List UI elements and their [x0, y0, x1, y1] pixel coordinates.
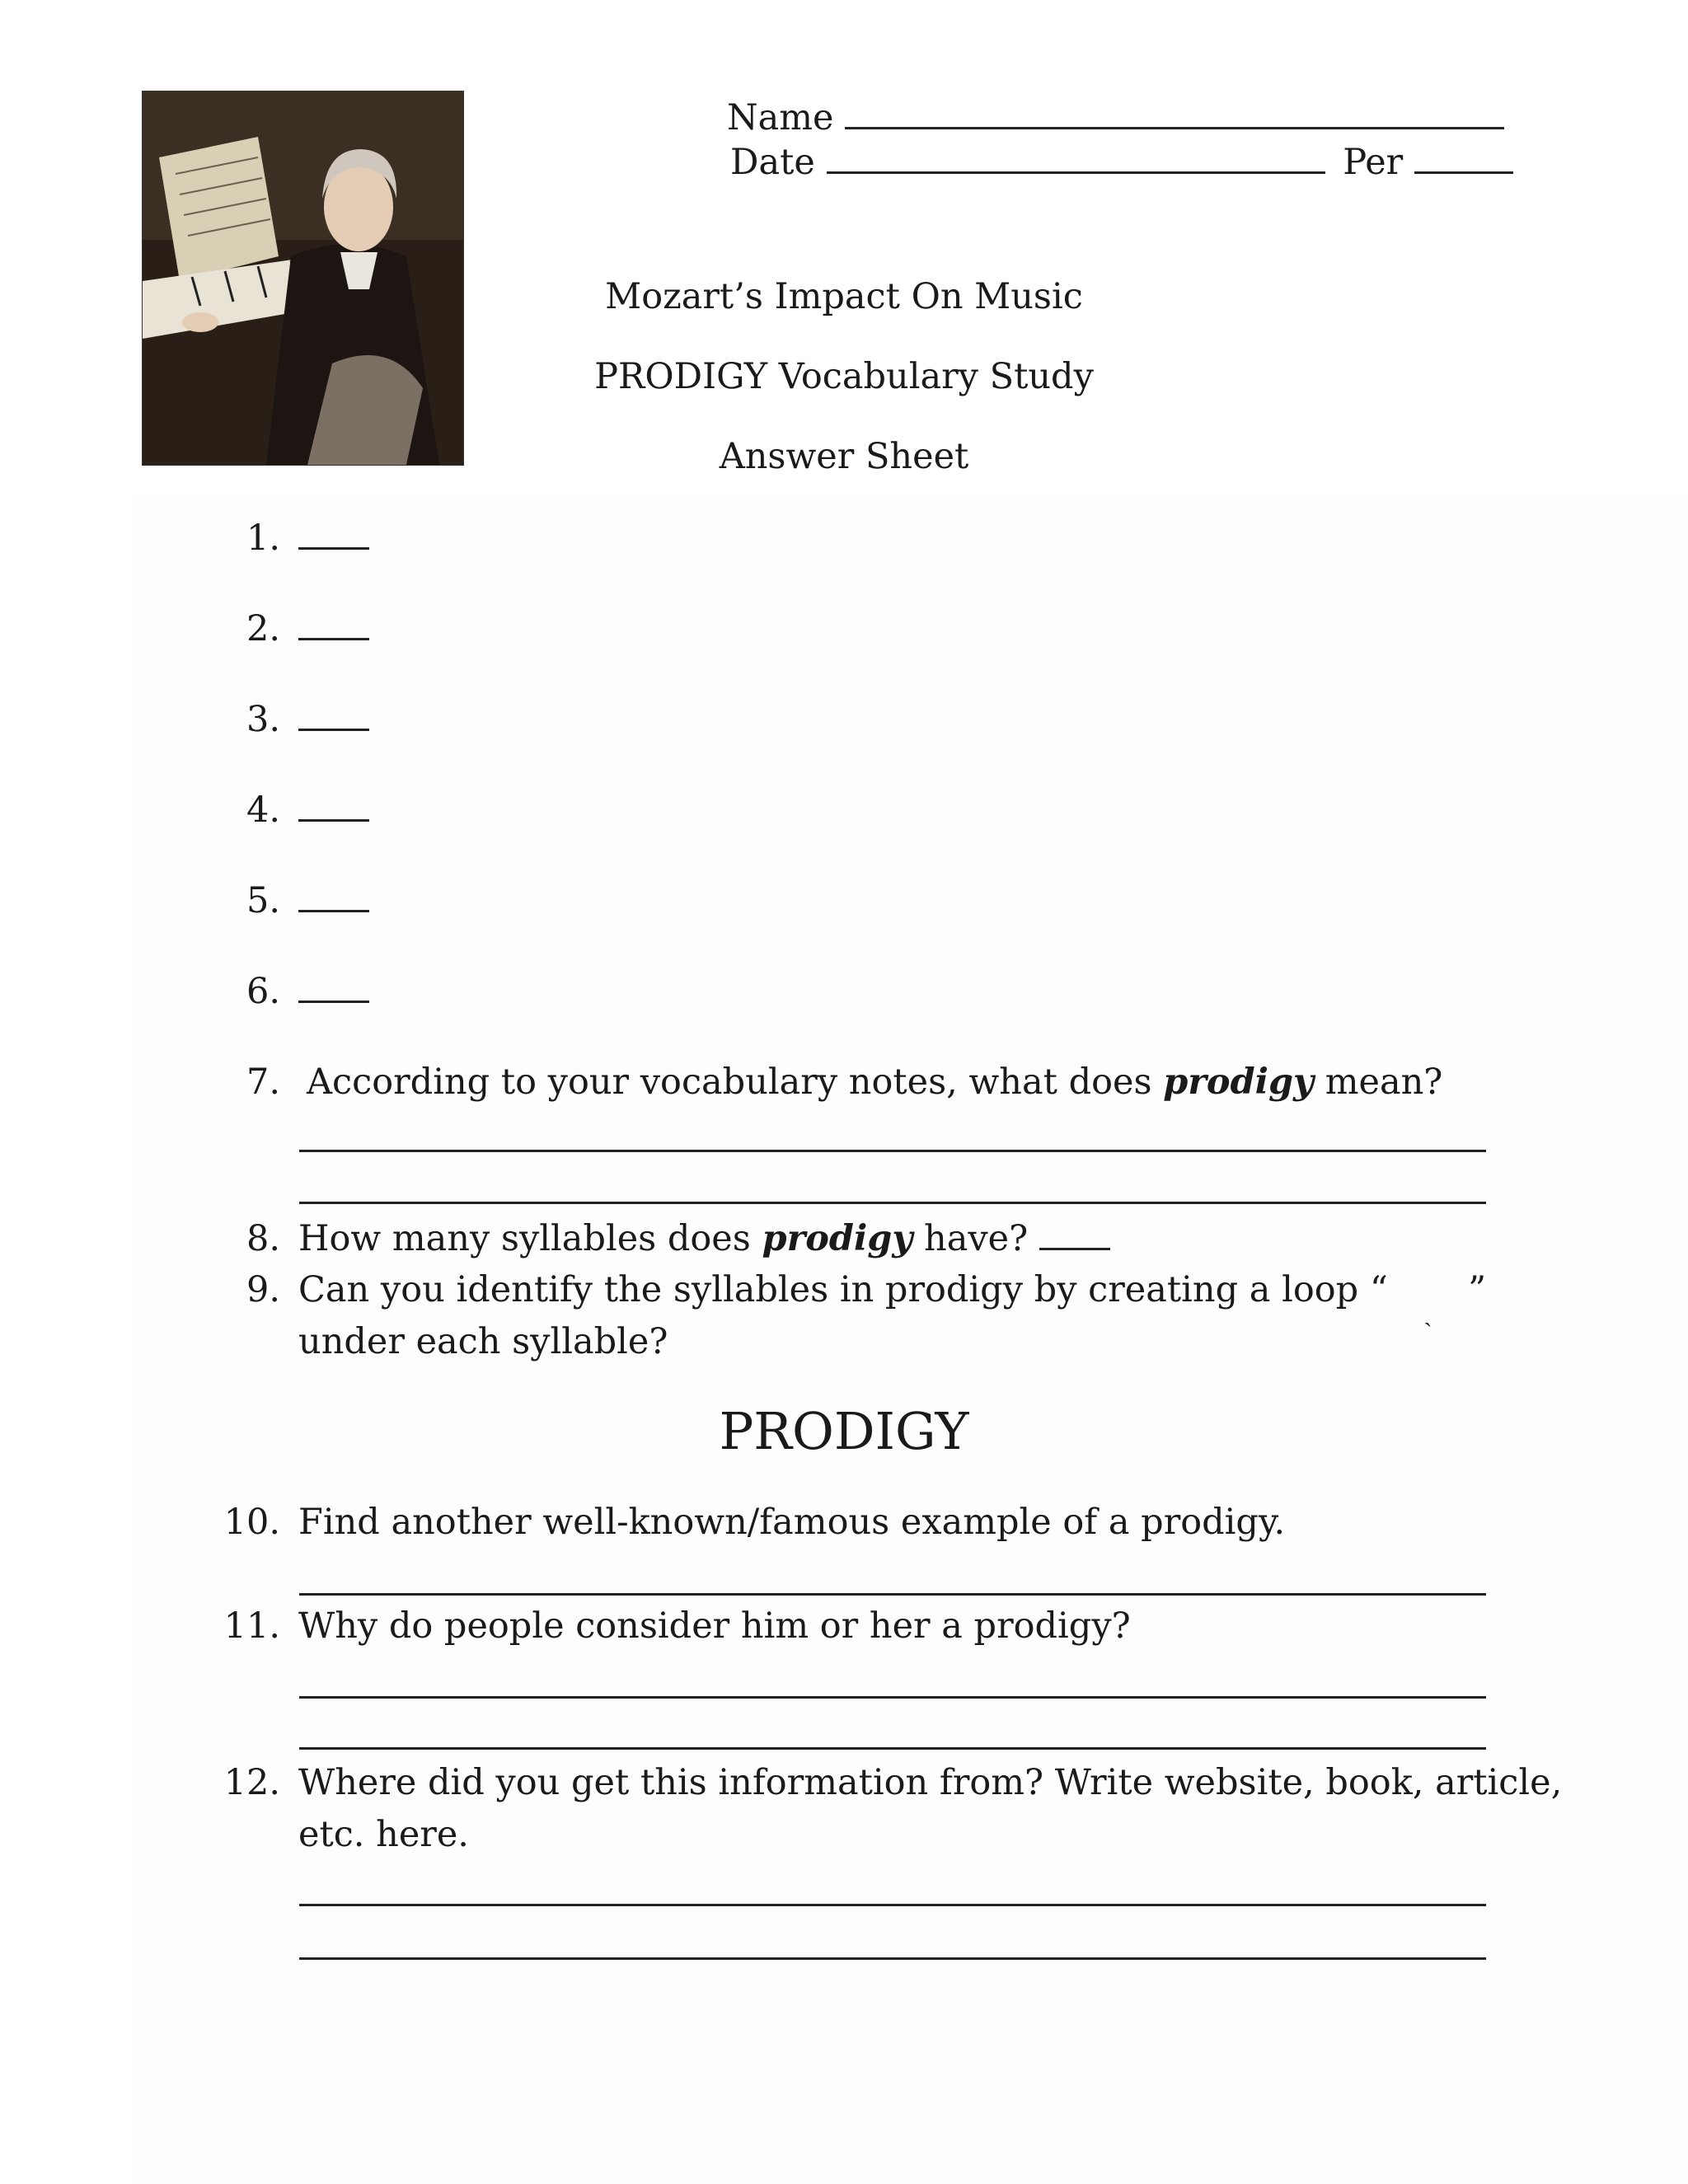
question-8-text: [298, 1218, 1110, 1259]
question-7-text: [307, 1062, 1442, 1103]
answer-blank-4[interactable]: [298, 790, 369, 831]
question-7-answer-line-2[interactable]: [299, 1202, 1486, 1204]
answer-number-1: 1.: [246, 518, 280, 559]
question-9-close-quote: ”: [1468, 1269, 1487, 1310]
question-7-prefix: According to your vocabulary notes, what does: [307, 1062, 1152, 1103]
answer-blank-5[interactable]: [298, 880, 369, 921]
question-9-line-1: [298, 1269, 1487, 1328]
answer-number-6: 6.: [246, 971, 280, 1012]
question-11-answer-line-2[interactable]: [299, 1747, 1486, 1750]
worksheet-title: Mozart’s Impact On Music: [605, 276, 1083, 317]
per-input-line[interactable]: [1414, 171, 1513, 174]
date-label: Date: [730, 142, 815, 183]
question-7-keyword: prodigy: [1163, 1062, 1315, 1103]
answer-blank-2[interactable]: [298, 608, 369, 649]
question-12-line-1: Where did you get this information from? Write website, book, article,: [298, 1762, 1563, 1803]
answer-number-3: 3.: [246, 699, 280, 740]
answer-blank-6[interactable]: [298, 971, 369, 1012]
question-10-answer-line[interactable]: [299, 1593, 1486, 1596]
question-9-text: Can you identify the syllables in prodigy by creating a loop “: [298, 1269, 1388, 1310]
question-9-number: 9.: [246, 1269, 280, 1310]
worksheet-subtitle: PRODIGY Vocabulary Study: [594, 356, 1094, 397]
date-field: [730, 142, 1513, 183]
answer-blank-1[interactable]: [298, 518, 369, 559]
question-9-line-2: under each syllable?: [298, 1321, 668, 1362]
prodigy-word: PRODIGY: [719, 1401, 969, 1461]
per-label: Per: [1343, 142, 1404, 183]
question-12-answer-line-2[interactable]: [299, 1957, 1486, 1960]
question-12-line-2: etc. here.: [298, 1814, 469, 1855]
question-8-answer-blank[interactable]: [1039, 1247, 1110, 1250]
question-10-number: 10.: [223, 1502, 280, 1543]
question-7-answer-line-1[interactable]: [299, 1150, 1486, 1152]
date-input-line[interactable]: [827, 171, 1325, 174]
name-input-line[interactable]: [845, 126, 1504, 129]
name-field: [727, 97, 1504, 138]
question-7-suffix: mean?: [1325, 1062, 1443, 1103]
question-11-answer-line-1[interactable]: [299, 1696, 1486, 1699]
question-12-answer-line-1[interactable]: [299, 1904, 1486, 1906]
question-11-text: Why do people consider him or her a prodigy?: [298, 1605, 1131, 1647]
answer-number-5: 5.: [246, 880, 280, 921]
question-8-prefix: How many syllables does: [298, 1218, 751, 1259]
question-12-number: 12.: [223, 1762, 280, 1803]
answer-blank-3[interactable]: [298, 699, 369, 740]
answer-number-2: 2.: [246, 608, 280, 649]
name-label: Name: [727, 97, 834, 138]
question-11-number: 11.: [223, 1605, 280, 1647]
question-10-text: Find another well-known/famous example of a prodigy.: [298, 1502, 1286, 1543]
loop-mark-icon: ˎ: [1423, 1299, 1432, 1328]
answer-number-4: 4.: [246, 790, 280, 831]
answer-sheet-heading: Answer Sheet: [719, 436, 969, 477]
question-8-suffix: have?: [924, 1218, 1029, 1259]
question-8-number: 8.: [246, 1218, 280, 1259]
question-8-keyword: prodigy: [762, 1218, 913, 1259]
question-7-number: 7.: [246, 1062, 280, 1103]
